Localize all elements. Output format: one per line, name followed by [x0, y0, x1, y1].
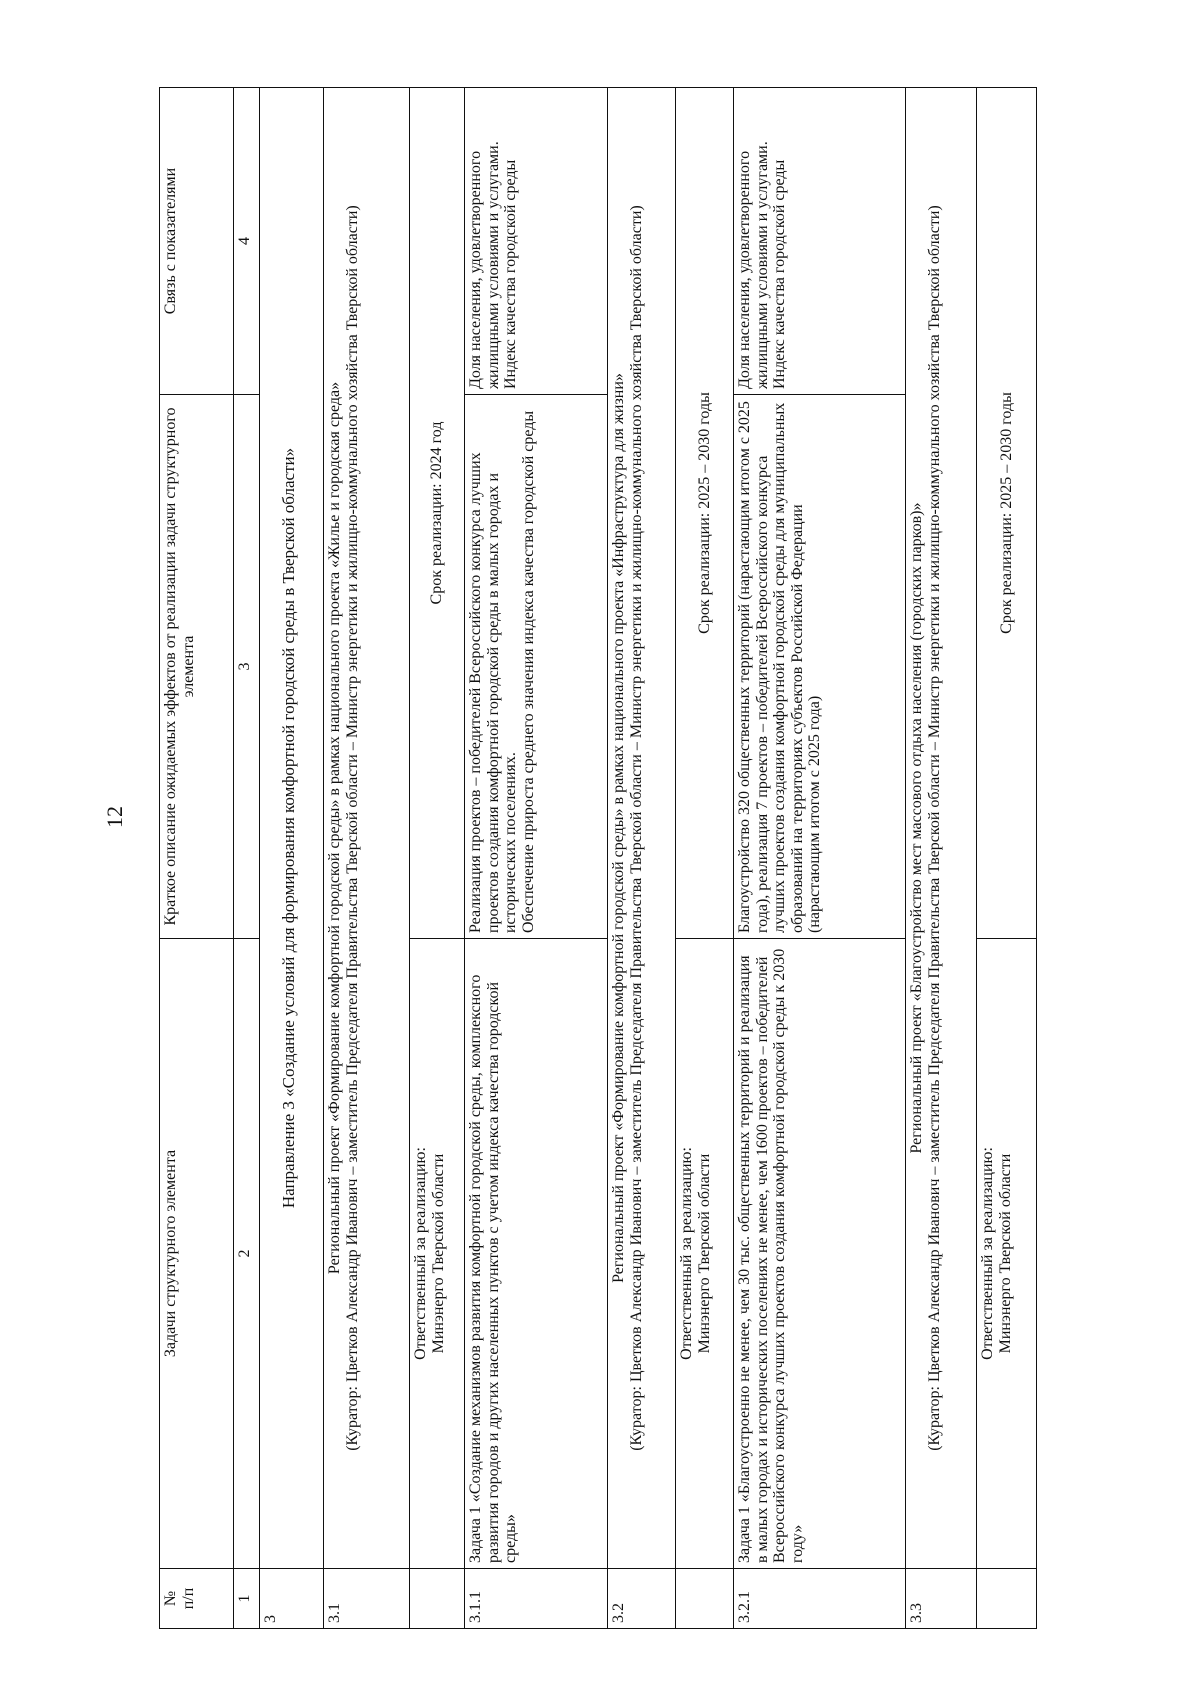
empty-cell — [676, 1569, 734, 1629]
project1-curator: (Куратор: Цветков Александр Иванович – заместитель Председателя Правительства Тверской области – Министр энергетики и жилищно-коммунального хозяйства Тверской области) — [343, 205, 361, 1451]
index-row — [234, 88, 260, 1629]
project2-responsible: Ответственный за реализацию: Минэнерго Тверской области — [676, 939, 734, 1569]
header-task: Задачи структурного элемента — [160, 939, 234, 1569]
project1-line1: Региональный проект «Формирование комфортной городской среды» в рамках национального проекта «Жилье и городская среда» — [326, 381, 343, 1275]
project2-title — [608, 88, 676, 1569]
project-row-3-1 — [324, 88, 410, 1629]
structural-elements-table — [159, 87, 1037, 1629]
responsible-row-3-2 — [676, 88, 734, 1629]
header-row — [160, 88, 234, 1629]
index-cell-1: 1 — [234, 1569, 260, 1629]
responsible-row-3-1 — [410, 88, 465, 1629]
project3-responsible: Ответственный за реализацию: Минэнерго Тверской области — [977, 939, 1037, 1569]
header-desc: Краткое описание ожидаемых эффектов от реализации задачи структурного элемента — [160, 395, 234, 939]
task1-desc: Реализация проектов – победителей Всероссийского конкурса лучших проектов создания комфортной городской среды в малых городах и исторических поселениях. Обеспечение прироста среднего значения индекса качества городской среды — [465, 395, 608, 939]
task1-num: 3.1.1 — [465, 1569, 608, 1629]
project1-title — [324, 88, 410, 1569]
index-cell-3: 3 — [234, 395, 260, 939]
header-num: № п/п — [160, 1569, 234, 1629]
project3-num: 3.3 — [906, 1569, 977, 1629]
direction-num: 3 — [260, 1569, 324, 1629]
page-number: 12 — [102, 806, 127, 828]
task-row-3-1-1 — [465, 88, 608, 1629]
project2-curator: (Куратор: Цветков Александр Иванович – заместитель Председателя Правительства Тверской области – Министр энергетики и жилищно-коммунального хозяйства Тверской области) — [627, 205, 645, 1451]
project3-term: Срок реализации: 2025 – 2030 годы — [977, 88, 1037, 939]
empty-cell — [410, 1569, 465, 1629]
project2-num: 3.2 — [608, 1569, 676, 1629]
direction-row — [260, 88, 324, 1629]
task1-indicators: Доля населения, удовлетворенного жилищными условиями и услугами. Индекс качества городской среды — [465, 88, 608, 395]
task2-indicators: Доля населения, удовлетворенного жилищными условиями и услугами. Индекс качества городской среды — [734, 88, 906, 395]
project3-title — [906, 88, 977, 1569]
project2-term: Срок реализации: 2025 – 2030 годы — [676, 88, 734, 939]
index-cell-2: 2 — [234, 939, 260, 1569]
task1-text: Задача 1 «Создание механизмов развития комфортной городской среды, комплексного развития городов и других населенных пунктов с учетом индекса качества городской среды» — [465, 939, 608, 1569]
project3-line1: Региональный проект «Благоустройство мест массового отдыха населения (городских парков)» — [908, 502, 925, 1154]
project3-curator: (Куратор: Цветков Александр Иванович – заместитель Председателя Правительства Тверской области – Министр энергетики и жилищно-коммунального хозяйства Тверской области) — [925, 205, 943, 1451]
responsible-row-3-3 — [977, 88, 1037, 1629]
task2-num: 3.2.1 — [734, 1569, 906, 1629]
rotated-table-container — [159, 88, 1037, 1629]
project2-line1: Региональный проект «Формирование комфортной городской среды» в рамках национального проекта «Инфраструктура для жизни» — [610, 373, 627, 1283]
direction-title: Направление 3 «Создание условий для формирования комфортной городской среды в Тверской области» — [260, 88, 324, 1569]
project-row-3-2 — [608, 88, 676, 1629]
task2-text: Задача 1 «Благоустроенно не менее, чем 30 тыс. общественных территорий и реализация в малых городах и исторических поселениях не менее, чем 1600 проектов – победителей Всероссийского конкурса лучших проектов создания комфортной городской среды к 2030 году» — [734, 939, 906, 1569]
header-indicators: Связь с показателями — [160, 88, 234, 395]
empty-cell — [977, 1569, 1037, 1629]
task-row-3-2-1 — [734, 88, 906, 1629]
project1-term: Срок реализации: 2024 год — [410, 88, 465, 939]
index-cell-4: 4 — [234, 88, 260, 395]
project1-responsible: Ответственный за реализацию: Минэнерго Тверской области — [410, 939, 465, 1569]
project1-num: 3.1 — [324, 1569, 410, 1629]
project-row-3-3 — [906, 88, 977, 1629]
task2-desc: Благоустройство 320 общественных территорий (нарастающим итогом с 2025 года), реализация 7 проектов – победителей Всероссийского конкурса лучших проектов создания комфортной городской среды для муниципальных образований на территориях субъектов Российской Федерации (нарастающим итогом с 2025 года) — [734, 395, 906, 939]
